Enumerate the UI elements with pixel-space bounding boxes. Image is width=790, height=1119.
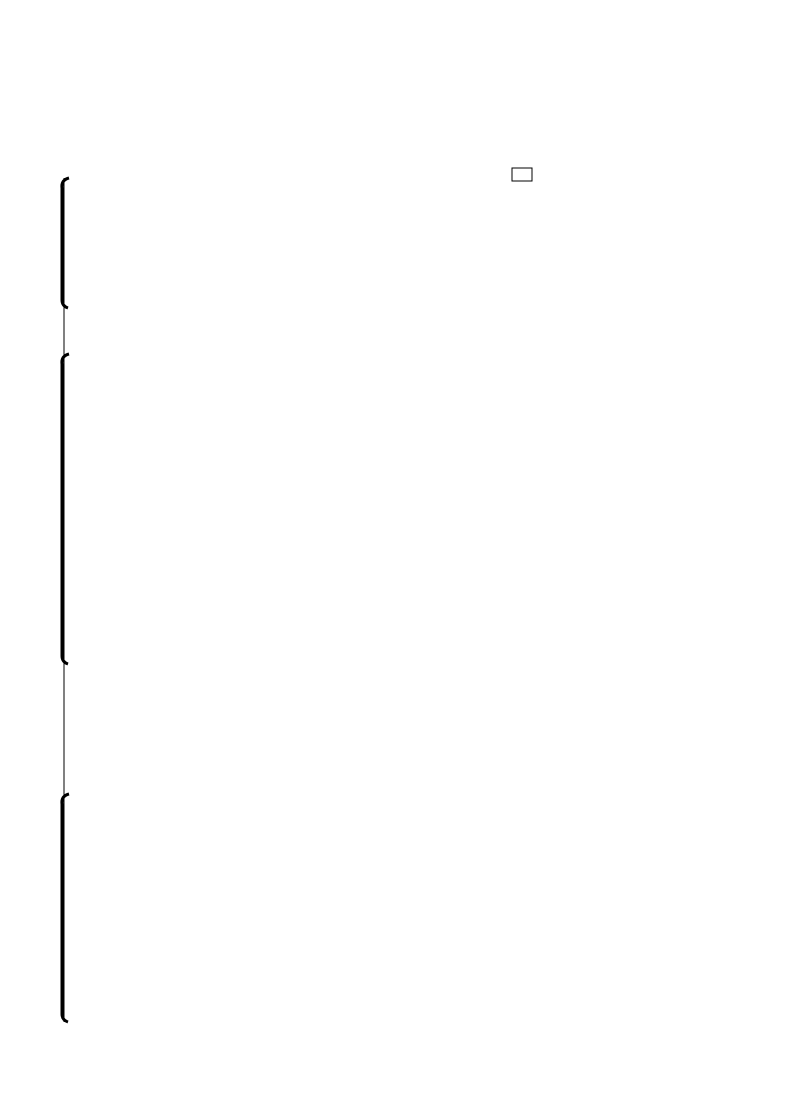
rehearsal-mark	[512, 168, 532, 181]
system-bracket	[62, 178, 69, 1022]
